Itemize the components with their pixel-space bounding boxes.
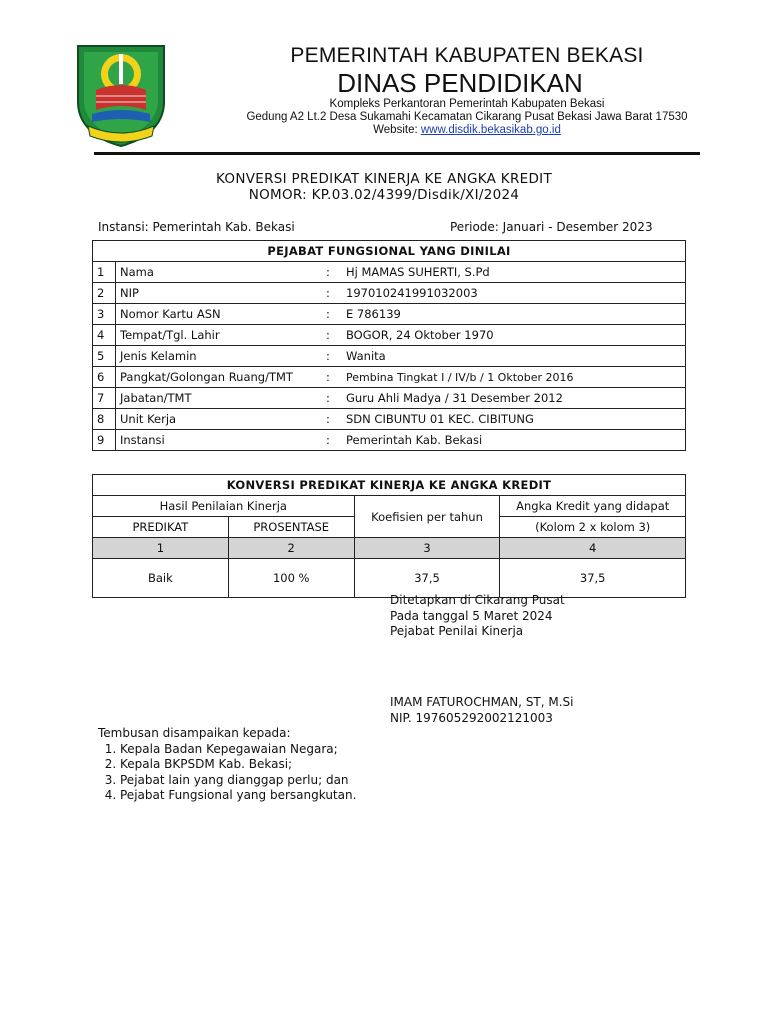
signatory-nip: NIP. 197605292002121003 [390,710,553,725]
predikat-value: Baik [93,559,229,598]
row-label: NIP [116,283,323,304]
row-number: 1 [93,262,116,283]
row-label: Nama [116,262,323,283]
signature-date: Pada tanggal 5 Maret 2024 [390,608,553,623]
conversion-table [92,474,686,598]
row-label: Jabatan/TMT [116,388,323,409]
official-identity-table [92,240,686,451]
row-number: 5 [93,346,116,367]
signatory-name: IMAM FATUROCHMAN, ST, M.Si [390,695,574,709]
signature-role: Pejabat Penilai Kinerja [390,624,524,638]
row-number: 7 [93,388,116,409]
list-item: 1. Kepala Badan Kepegawaian Negara; [120,742,356,758]
table-row [93,325,686,346]
row-value: 197010241991032003 [342,283,686,304]
office-complex: Kompleks Perkantoran Pemerintah Kabupaten Bekasi [329,98,605,110]
column-number: 4 [500,538,686,559]
conversion-table-header: KONVERSI PREDIKAT KINERJA KE ANGKA KREDIT [93,475,686,496]
website-label: Website: [373,124,418,136]
table-row [93,304,686,325]
row-value: E 786139 [342,304,686,325]
list-item: 2. Kepala BKPSDM Kab. Bekasi; [120,757,356,773]
predikat-header: PREDIKAT [93,517,229,538]
koefisien-value: 37,5 [354,559,500,598]
angka-kredit-note: (Kolom 2 x kolom 3) [500,517,686,538]
letterhead [66,40,700,156]
row-separator: : [322,283,342,304]
signature-block [390,593,565,640]
document-title: KONVERSI PREDIKAT KINERJA KE ANGKA KREDIT [215,171,552,187]
row-value: Guru Ahli Madya / 31 Desember 2012 [342,388,686,409]
row-separator: : [322,430,342,451]
prosentase-header: PROSENTASE [228,517,354,538]
table-row [93,388,686,409]
column-number-row [93,538,686,559]
table-row [93,559,686,598]
carbon-copy-intro: Tembusan disampaikan kepada: [98,726,291,740]
row-value: Pemerintah Kab. Bekasi [342,430,686,451]
row-label: Nomor Kartu ASN [116,304,323,325]
carbon-copy-list [98,742,356,804]
row-value: Pembina Tingkat I / IV/b / 1 Oktober 2016 [342,367,686,388]
official-table-header: PEJABAT FUNGSIONAL YANG DINILAI [93,241,686,262]
table-row [93,283,686,304]
instansi-label: Instansi: Pemerintah Kab. Bekasi [98,220,295,234]
document-number: NOMOR: KP.03.02/4399/Disdik/XI/2024 [248,187,520,203]
row-number: 9 [93,430,116,451]
bekasi-regency-crest-icon [66,40,176,150]
column-number: 2 [228,538,354,559]
carbon-copy-section [98,726,356,804]
list-item: 4. Pejabat Fungsional yang bersangkutan. [120,788,356,804]
row-value: Hj MAMAS SUHERTI, S.Pd [342,262,686,283]
column-number: 1 [93,538,229,559]
signature-place: Ditetapkan di Cikarang Pusat [390,593,565,607]
row-separator: : [322,367,342,388]
office-address: Gedung A2 Lt.2 Desa Sukamahi Kecamatan Cikarang Pusat Bekasi Jawa Barat 17530 [246,111,688,123]
letterhead-rule [94,152,700,155]
table-row [93,430,686,451]
row-label: Tempat/Tgl. Lahir [116,325,323,346]
row-separator: : [322,304,342,325]
row-separator: : [322,262,342,283]
angka-kredit-value: 37,5 [500,559,686,598]
agency-name: DINAS PENDIDIKAN [337,68,583,98]
table-row [93,346,686,367]
row-separator: : [322,409,342,430]
row-number: 6 [93,367,116,388]
website-link[interactable]: www.disdik.bekasikab.go.id [420,124,561,136]
row-value: BOGOR, 24 Oktober 1970 [342,325,686,346]
prosentase-value: 100 % [228,559,354,598]
table-row [93,262,686,283]
government-name: PEMERINTAH KABUPATEN BEKASI [290,44,644,67]
list-item: 3. Pejabat lain yang dianggap perlu; dan [120,773,356,789]
row-value: SDN CIBUNTU 01 KEC. CIBITUNG [342,409,686,430]
hasil-penilaian-header: Hasil Penilaian Kinerja [93,496,355,517]
row-number: 3 [93,304,116,325]
row-number: 2 [93,283,116,304]
row-number: 4 [93,325,116,346]
table-row [93,367,686,388]
row-separator: : [322,346,342,367]
column-number: 3 [354,538,500,559]
row-label: Instansi [116,430,323,451]
letterhead-text [234,44,700,137]
row-value: Wanita [342,346,686,367]
row-label: Pangkat/Golongan Ruang/TMT [116,367,323,388]
table-row [93,409,686,430]
koefisien-header: Koefisien per tahun [354,496,500,538]
row-number: 8 [93,409,116,430]
website-line [234,124,700,137]
signatory [390,695,574,726]
row-separator: : [322,388,342,409]
periode-label: Periode: Januari - Desember 2023 [450,220,653,234]
row-separator: : [322,325,342,346]
angka-kredit-header: Angka Kredit yang didapat [500,496,686,517]
row-label: Jenis Kelamin [116,346,323,367]
row-label: Unit Kerja [116,409,323,430]
